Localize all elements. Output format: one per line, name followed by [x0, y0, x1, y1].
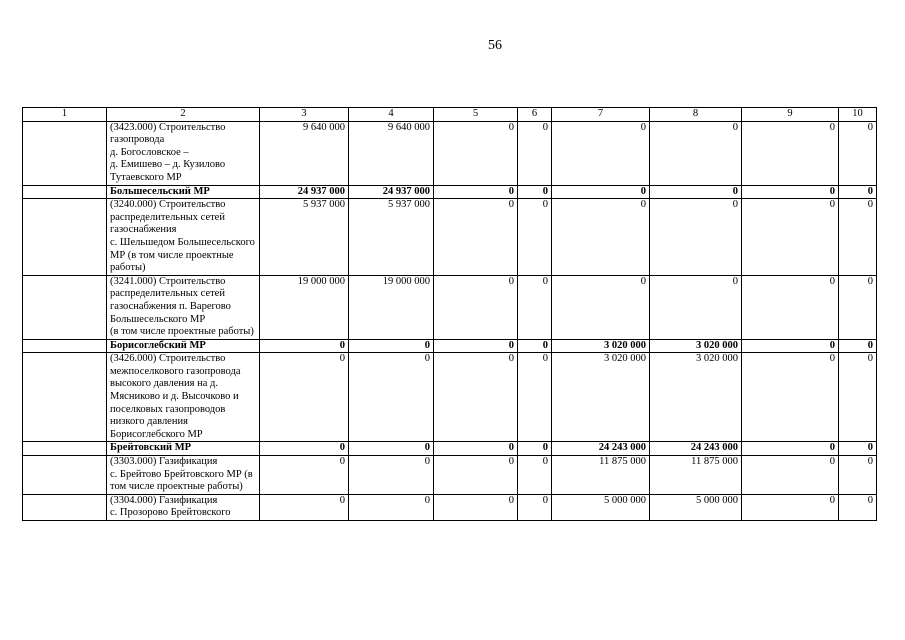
amount-cell: 0: [518, 121, 552, 185]
index-cell: [23, 456, 107, 495]
column-number: 7: [552, 108, 650, 122]
index-cell: [23, 442, 107, 456]
table-row: [23, 121, 877, 185]
amount-cell: 5 000 000: [552, 494, 650, 520]
index-cell: [23, 339, 107, 353]
amount-cell: 0: [349, 494, 434, 520]
item-name-cell: Брейтовский МР: [107, 442, 260, 456]
amount-cell: 0: [518, 199, 552, 276]
amount-cell: 19 000 000: [349, 275, 434, 339]
amount-cell: 0: [839, 494, 877, 520]
item-name-cell: (3423.000) Строительство газопровода д. Богословское – д. Емишево – д. Кузилово Тутаевского МР: [107, 121, 260, 185]
amount-cell: 0: [839, 339, 877, 353]
district-total-row: [23, 442, 877, 456]
amount-cell: 24 243 000: [552, 442, 650, 456]
amount-cell: 0: [349, 353, 434, 442]
amount-cell: 24 937 000: [260, 185, 349, 199]
amount-cell: 0: [349, 456, 434, 495]
amount-cell: 0: [742, 121, 839, 185]
index-cell: [23, 494, 107, 520]
item-name-cell: (3303.000) Газификация с. Брейтово Брейтовского МР (в том числе проектные работы): [107, 456, 260, 495]
amount-cell: 0: [260, 339, 349, 353]
amount-cell: 0: [434, 442, 518, 456]
amount-cell: 0: [742, 185, 839, 199]
amount-cell: 5 937 000: [349, 199, 434, 276]
amount-cell: 0: [260, 456, 349, 495]
amount-cell: 0: [434, 185, 518, 199]
amount-cell: 0: [518, 353, 552, 442]
district-total-row: [23, 339, 877, 353]
amount-cell: 3 020 000: [650, 353, 742, 442]
amount-cell: 24 937 000: [349, 185, 434, 199]
amount-cell: 0: [650, 121, 742, 185]
amount-cell: 5 937 000: [260, 199, 349, 276]
table-row: [23, 494, 877, 520]
amount-cell: 0: [434, 339, 518, 353]
amount-cell: 0: [552, 185, 650, 199]
amount-cell: 0: [839, 199, 877, 276]
column-number: 6: [518, 108, 552, 122]
amount-cell: 0: [260, 442, 349, 456]
amount-cell: 0: [518, 456, 552, 495]
item-name-cell: (3304.000) Газификация с. Прозорово Брейтовского: [107, 494, 260, 520]
index-cell: [23, 275, 107, 339]
amount-cell: 0: [650, 275, 742, 339]
amount-cell: 0: [650, 185, 742, 199]
item-name-cell: (3240.000) Строительство распределительных сетей газоснабжения с. Шельшедом Большесельского МР (в том числе проектные работы): [107, 199, 260, 276]
item-name-cell: (3426.000) Строительство межпоселкового газопровода высокого давления на д. Мясниково и д. Высочково и поселковых газопроводов низкого давления Борисоглебского МР: [107, 353, 260, 442]
column-number-row: [23, 108, 877, 122]
budget-table: [22, 107, 877, 521]
amount-cell: 3 020 000: [552, 339, 650, 353]
amount-cell: 0: [518, 275, 552, 339]
amount-cell: 0: [839, 353, 877, 442]
column-number: 3: [260, 108, 349, 122]
amount-cell: 0: [839, 121, 877, 185]
column-number: 9: [742, 108, 839, 122]
amount-cell: 0: [434, 353, 518, 442]
amount-cell: 0: [742, 199, 839, 276]
amount-cell: 0: [260, 353, 349, 442]
amount-cell: 0: [839, 442, 877, 456]
amount-cell: 0: [434, 199, 518, 276]
amount-cell: 0: [349, 442, 434, 456]
amount-cell: 0: [434, 494, 518, 520]
amount-cell: 0: [434, 275, 518, 339]
amount-cell: 11 875 000: [552, 456, 650, 495]
table-row: [23, 199, 877, 276]
amount-cell: 0: [839, 275, 877, 339]
amount-cell: 0: [742, 339, 839, 353]
amount-cell: 0: [552, 275, 650, 339]
column-number: 5: [434, 108, 518, 122]
district-total-row: [23, 185, 877, 199]
amount-cell: 9 640 000: [349, 121, 434, 185]
amount-cell: 0: [552, 199, 650, 276]
table-row: [23, 456, 877, 495]
table-row: [23, 275, 877, 339]
index-cell: [23, 199, 107, 276]
amount-cell: 0: [518, 442, 552, 456]
amount-cell: 0: [742, 442, 839, 456]
item-name-cell: Борисоглебский МР: [107, 339, 260, 353]
amount-cell: 0: [518, 339, 552, 353]
amount-cell: 0: [839, 456, 877, 495]
amount-cell: 11 875 000: [650, 456, 742, 495]
amount-cell: 19 000 000: [260, 275, 349, 339]
column-number: 2: [107, 108, 260, 122]
amount-cell: 0: [260, 494, 349, 520]
amount-cell: 0: [518, 185, 552, 199]
amount-cell: 0: [839, 185, 877, 199]
amount-cell: 0: [650, 199, 742, 276]
table-row: [23, 353, 877, 442]
column-number: 4: [349, 108, 434, 122]
amount-cell: 0: [434, 121, 518, 185]
amount-cell: 3 020 000: [552, 353, 650, 442]
index-cell: [23, 121, 107, 185]
amount-cell: 5 000 000: [650, 494, 742, 520]
amount-cell: 0: [742, 353, 839, 442]
amount-cell: 24 243 000: [650, 442, 742, 456]
amount-cell: 9 640 000: [260, 121, 349, 185]
column-number: 1: [23, 108, 107, 122]
item-name-cell: Большесельский МР: [107, 185, 260, 199]
amount-cell: 0: [518, 494, 552, 520]
item-name-cell: (3241.000) Строительство распределительных сетей газоснабжения п. Варегово Большесельского МР (в том числе проектные работы): [107, 275, 260, 339]
index-cell: [23, 185, 107, 199]
amount-cell: 0: [742, 456, 839, 495]
amount-cell: 3 020 000: [650, 339, 742, 353]
amount-cell: 0: [552, 121, 650, 185]
index-cell: [23, 353, 107, 442]
amount-cell: 0: [434, 456, 518, 495]
column-number: 10: [839, 108, 877, 122]
page-number: 56: [488, 38, 502, 53]
column-number: 8: [650, 108, 742, 122]
amount-cell: 0: [349, 339, 434, 353]
amount-cell: 0: [742, 275, 839, 339]
amount-cell: 0: [742, 494, 839, 520]
